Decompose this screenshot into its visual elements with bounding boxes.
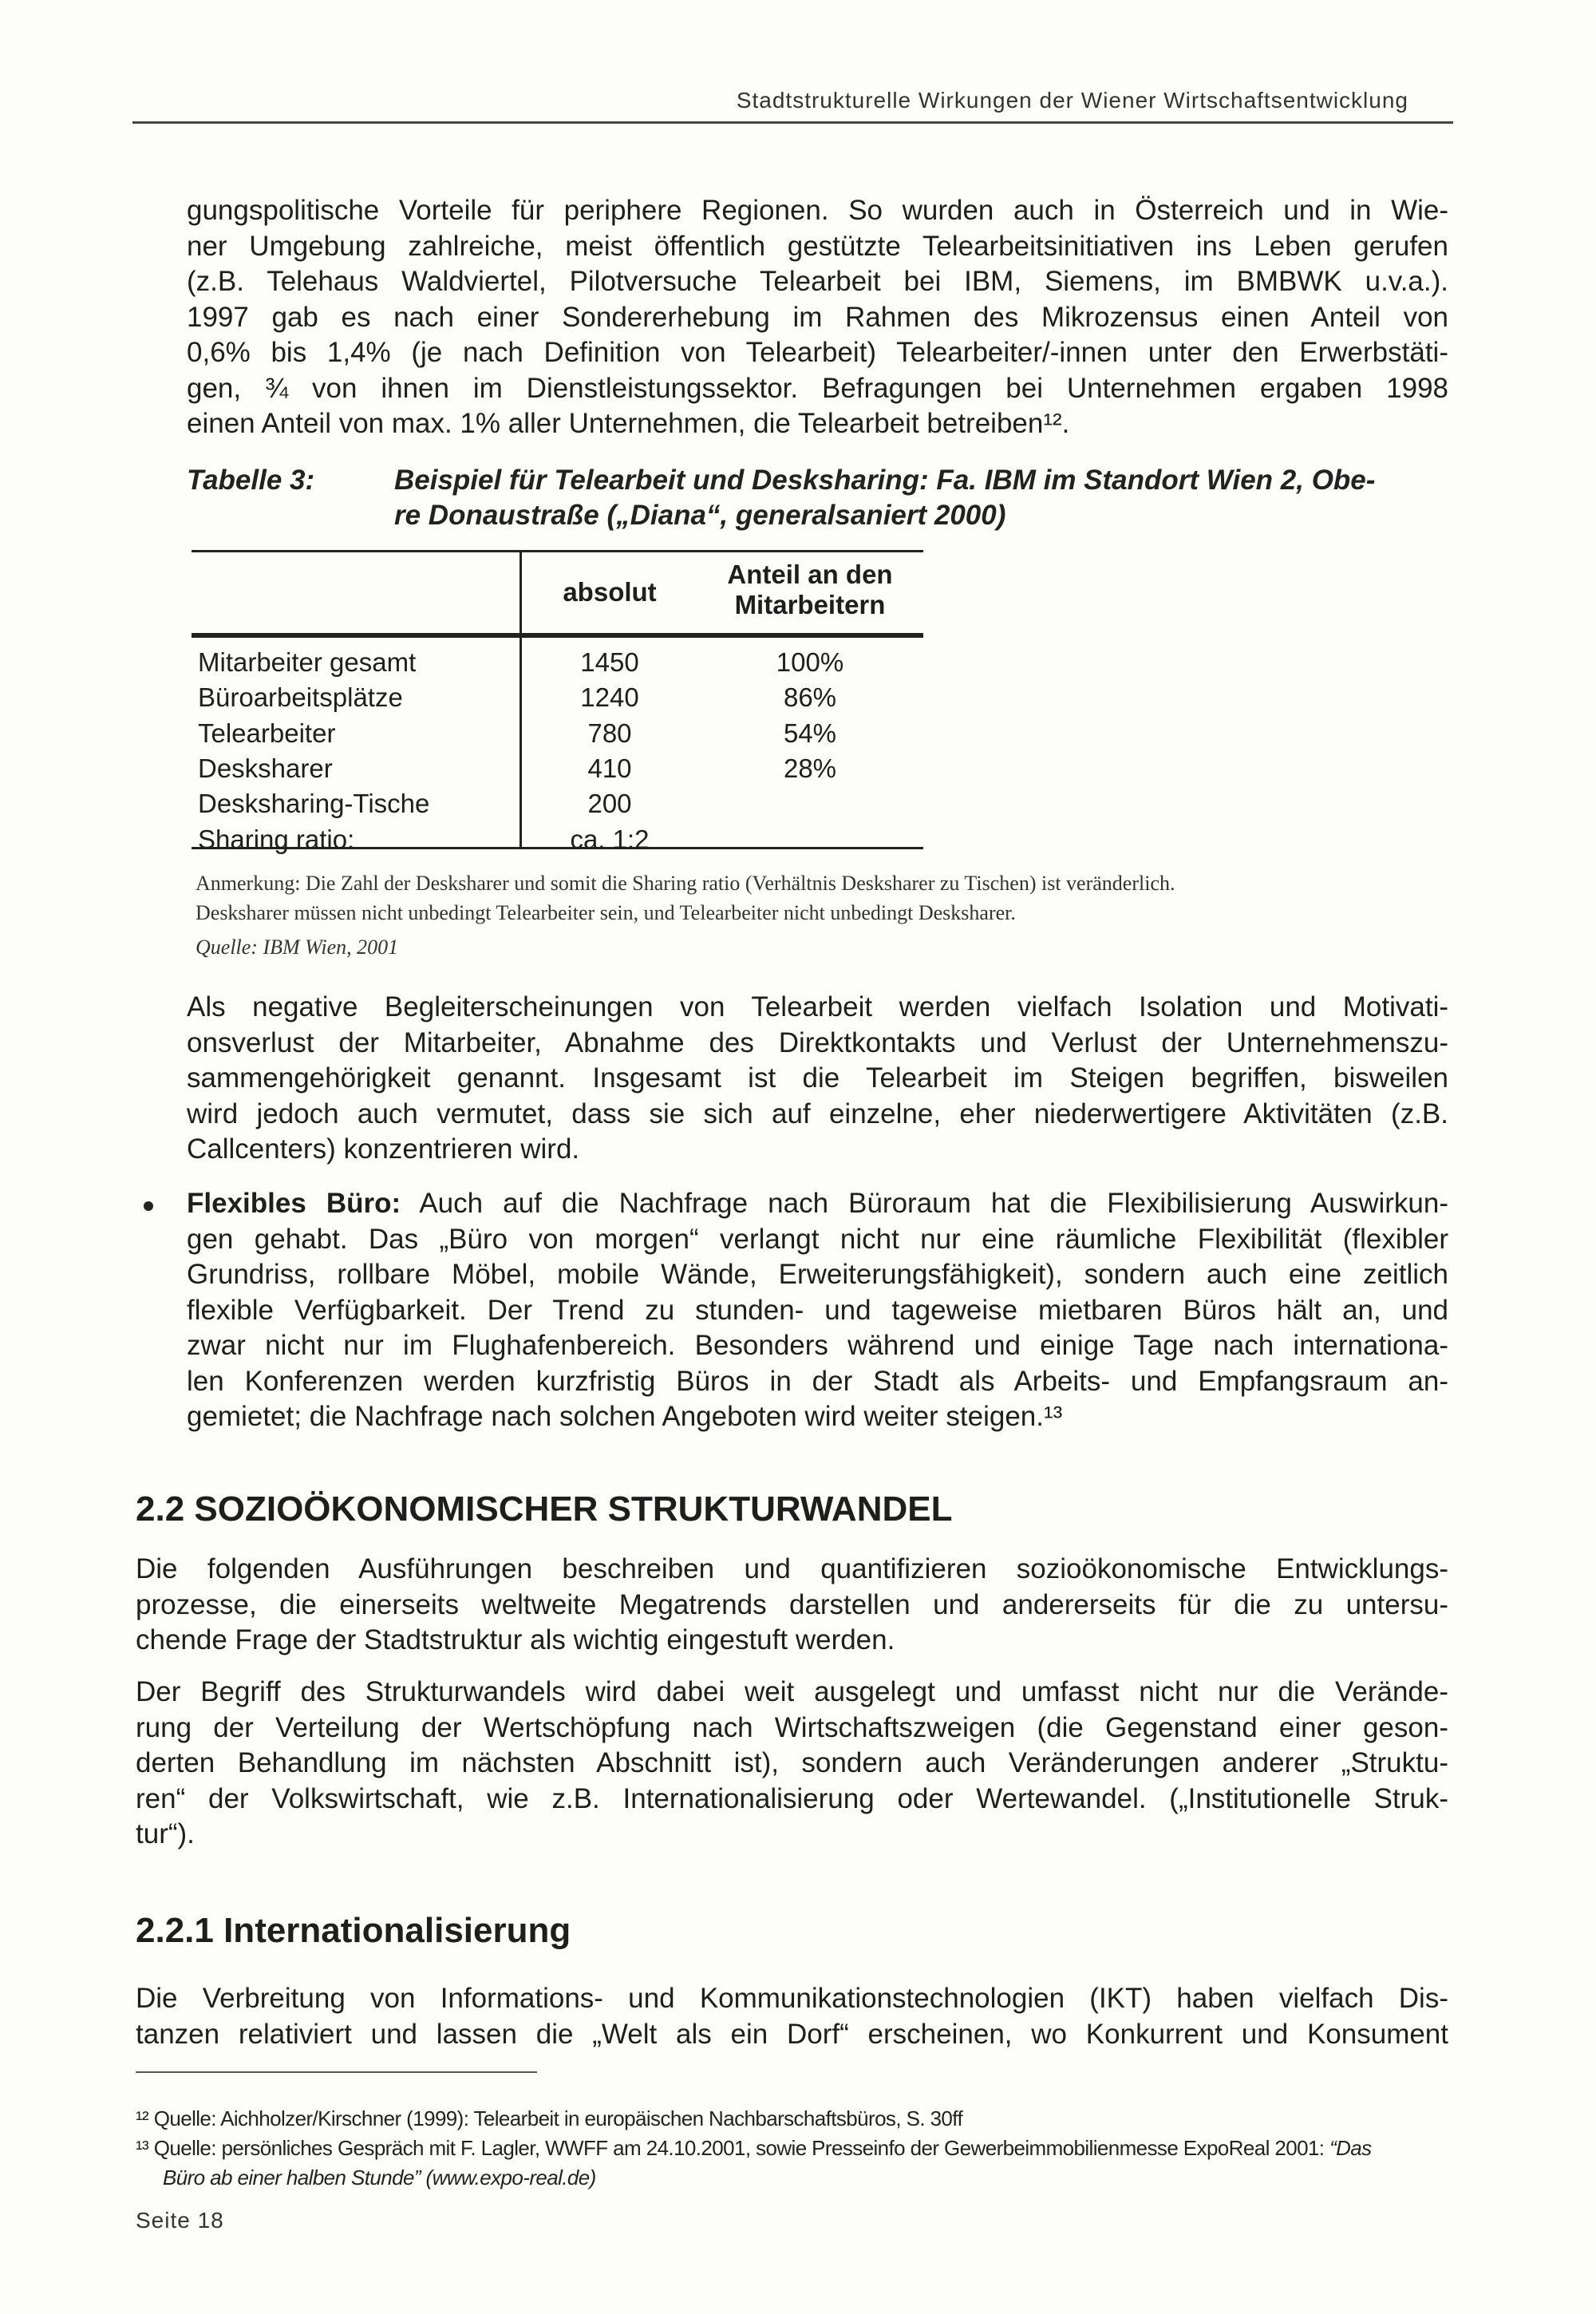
text-line: 1997 gab es nach einer Sondererhebung im Rahmen des Mikrozensus einen Anteil von — [187, 301, 1448, 333]
table-cell-label: Desksharing-Tische — [198, 789, 430, 819]
table-cell-anteil: 54% — [783, 718, 837, 748]
text-line: ren“ der Volkswirtschaft, wie z.B. Internationalisierung oder Wertewandel. („Institutionelle Struk- — [136, 1782, 1448, 1814]
table-cell-absolut: 410 — [587, 753, 632, 783]
footnote-13-quote-start: “Das — [1329, 2136, 1372, 2160]
table-cell-absolut: 1450 — [580, 647, 639, 677]
table-cell-absolut: 1240 — [580, 682, 639, 713]
page-number: Seite 18 — [136, 2208, 224, 2233]
table-cell-absolut: 200 — [587, 789, 632, 819]
text-line: tur“). — [136, 1818, 195, 1849]
paragraph-sozio-2 — [136, 1675, 1448, 1853]
table-cell-absolut: ca. 1:2 — [570, 824, 650, 854]
table-caption-line1: Beispiel für Telearbeit und Desksharing: Fa. IBM im Standort Wien 2, Obe- — [394, 465, 1376, 496]
text-line: onsverlust der Mitarbeiter, Abnahme des Direktkontakts und Verlust der Unternehmenszu- — [187, 1026, 1448, 1058]
bullet-icon — [144, 1201, 153, 1211]
text-line: Der Begriff des Strukturwandels wird dabei weit ausgelegt und umfasst nicht nur die Verände- — [136, 1676, 1448, 1707]
text-line: derten Behandlung im nächsten Abschnitt ist), sondern auch Veränderungen anderer „Struktu- — [136, 1747, 1448, 1778]
table-cell-label: Büroarbeitsplätze — [198, 682, 403, 713]
text-line: len Konferenzen werden kurzfristig Büros in der Stadt als Arbeits- und Empfangsraum an- — [187, 1365, 1448, 1397]
text-line: flexible Verfügbarkeit. Der Trend zu stunden- und tageweise mietbaren Büros hält an, und — [187, 1294, 1448, 1326]
table-header-rule — [192, 633, 923, 638]
footnote-13 — [136, 2134, 1372, 2163]
footnote-13-cont — [163, 2163, 596, 2193]
paragraph-negative — [187, 990, 1448, 1168]
table-top-rule — [192, 550, 923, 552]
text-line: wird jedoch auch vermutet, dass sie sich auf einzelne, eher niederwertigere Aktivitäten (z.B. — [187, 1098, 1448, 1129]
footnote-13-url: (www.expo-real.de) — [425, 2166, 596, 2189]
footnote-rule — [136, 2071, 537, 2073]
table-note-line1: Anmerkung: Die Zahl der Desksharer und somit die Sharing ratio (Verhältnis Desksharer zu Tischen) ist veränderlich. — [196, 872, 1175, 895]
column-header-anteil-1: Anteil an den — [727, 560, 893, 589]
text-line: Callcenters) konzentrieren wird. — [187, 1133, 580, 1165]
footnote-12: ¹² Quelle: Aichholzer/Kirschner (1999): Telearbeit in europäischen Nachbarschaftsbüros, S. 30ff — [136, 2106, 963, 2130]
text-line: einen Anteil von max. 1% aller Unternehmen, die Telearbeit betreiben¹². — [187, 408, 1070, 439]
text-line: gen, ¾ von ihnen im Dienstleistungssektor. Befragungen bei Unternehmen ergaben 1998 — [187, 372, 1448, 404]
text-line: prozesse, die einerseits weltweite Megatrends darstellen und andererseits für die zu untersu- — [136, 1588, 1448, 1620]
text-line: gemietet; die Nachfrage nach solchen Angeboten wird weiter steigen.¹³ — [187, 1401, 1063, 1432]
text-line: tanzen relativiert und lassen die „Welt als ein Dorf“ erscheinen, wo Konkurrent und Konsument — [136, 2018, 1448, 2050]
table-note-line2: Desksharer müssen nicht unbedingt Telearbeiter sein, und Telearbeiter nicht unbedingt Desksharer. — [196, 901, 1016, 924]
bullet-label: Flexibles Büro: — [187, 1188, 401, 1219]
table-cell-label: Mitarbeiter gesamt — [198, 647, 417, 677]
heading-2-2-1: 2.2.1 Internationalisierung — [136, 1911, 571, 1950]
text-line: 0,6% bis 1,4% (je nach Definition von Telearbeit) Telearbeiter/-innen unter den Erwerbstäti- — [187, 337, 1448, 368]
running-header: Stadtstrukturelle Wirkungen der Wiener Wirtschaftsentwicklung — [736, 88, 1408, 113]
table-cell-label: Telearbeiter — [198, 718, 336, 748]
footnote-13-quote-end: Büro ab einer halben Stunde” — [163, 2166, 421, 2189]
table-cell-label: Sharing ratio: — [198, 824, 355, 854]
text-line: sammengehörigkeit genannt. Insgesamt ist die Telearbeit im Steigen begriffen, bisweilen — [187, 1062, 1448, 1094]
table-source: Quelle: IBM Wien, 2001 — [196, 935, 399, 959]
text-line: zwar nicht nur im Flughafenbereich. Besonders während und einige Tage nach internationa- — [187, 1330, 1448, 1361]
text-line: chende Frage der Stadtstruktur als wichtig eingestuft werden. — [136, 1624, 895, 1655]
table-cell-anteil: 86% — [783, 682, 837, 713]
text-line: Grundriss, rollbare Möbel, mobile Wände, Erweiterungsfähigkeit), sondern auch eine zeitlich — [187, 1259, 1448, 1290]
table-caption-label: Tabelle 3: — [187, 465, 315, 496]
text-line: ner Umgebung zahlreiche, meist öffentlich gestützte Telearbeitsinitiativen ins Leben gerufen — [187, 230, 1448, 262]
bullet-flexibles-buero — [187, 1186, 1448, 1435]
text-line: Als negative Begleiterscheinungen von Telearbeit werden vielfach Isolation und Motivati- — [187, 991, 1448, 1023]
footnote-13-text: ¹³ Quelle: persönliches Gespräch mit F. Lagler, WWFF am 24.10.2001, sowie Presseinfo der Gewerbeimmobilienmesse ExpoReal 2001: — [136, 2136, 1325, 2160]
table-cell-label: Desksharer — [198, 753, 333, 783]
table-cell-absolut: 780 — [587, 718, 632, 748]
paragraph-sozio-1 — [136, 1552, 1448, 1659]
text-line: gungspolitische Vorteile für periphere Regionen. So wurden auch in Österreich und in Wie- — [187, 195, 1448, 226]
header-rule — [132, 121, 1453, 124]
text-line: gen gehabt. Das „Büro von morgen“ verlangt nicht nur eine räumliche Flexibilität (flexibler — [187, 1223, 1448, 1255]
table-cell-anteil: 28% — [783, 753, 837, 783]
paragraph-telearbeit — [187, 193, 1448, 442]
bullet-first-line: Auch auf die Nachfrage nach Büroraum hat die Flexibilisierung Auswirkun- — [419, 1188, 1449, 1219]
text-line: rung der Verteilung der Wertschöpfung nach Wirtschaftszweigen (die Gegenstand einer geson- — [136, 1711, 1448, 1743]
table-caption-line2: re Donaustraße („Diana“, generalsaniert 2000) — [394, 500, 1006, 531]
text-line: Die folgenden Ausführungen beschreiben und quantifizieren sozioökonomische Entwicklungs- — [136, 1553, 1448, 1584]
text-line: Die Verbreitung von Informations- und Kommunikationstechnologien (IKT) haben vielfach Dis- — [136, 1983, 1448, 2014]
heading-2-2: 2.2 SOZIOÖKONOMISCHER STRUKTURWANDEL — [136, 1489, 953, 1529]
data-table — [192, 550, 923, 854]
text-line: (z.B. Telehaus Waldviertel, Pilotversuche Telearbeit bei IBM, Siemens, im BMBWK u.v.a.). — [187, 266, 1448, 297]
table-cell-anteil: 100% — [776, 647, 844, 677]
column-header-anteil-2: Mitarbeitern — [734, 590, 886, 619]
paragraph-internationalisierung — [136, 1981, 1448, 2052]
column-header-absolut: absolut — [563, 577, 657, 607]
